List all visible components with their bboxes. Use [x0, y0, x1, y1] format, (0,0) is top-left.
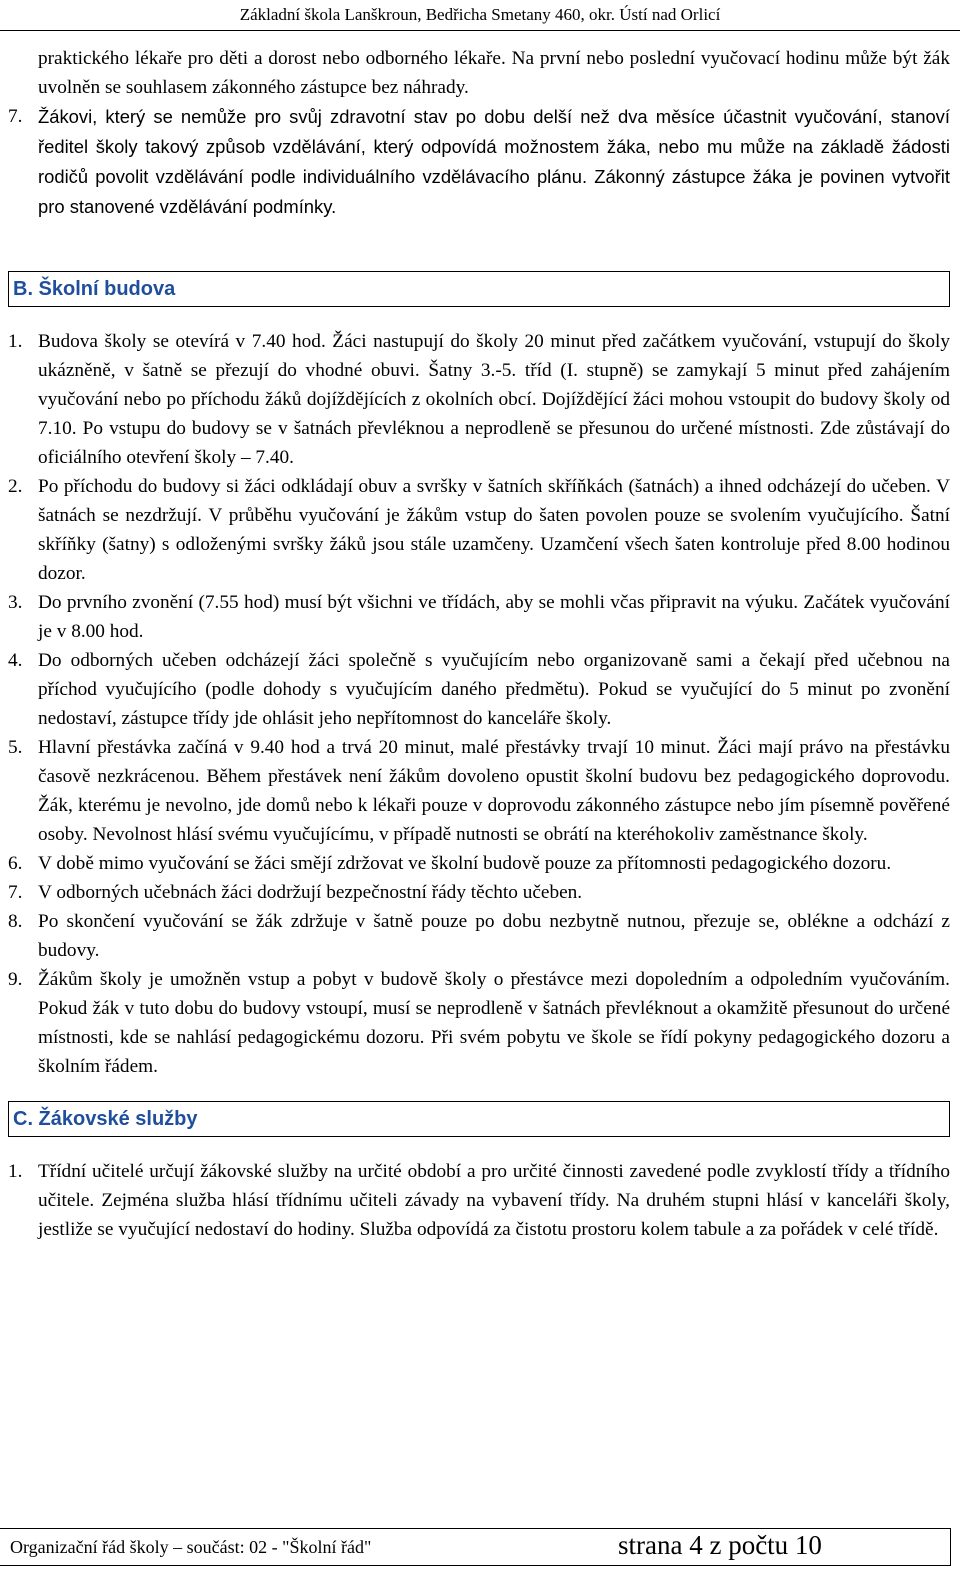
list-item: [8, 878, 950, 907]
item-text: Do prvního zvonění (7.55 hod) musí být všichni ve třídách, aby se mohli včas připravit na výuku. Začátek vyučování je v 8.00 hod.: [38, 592, 950, 642]
list-item: [8, 965, 950, 1081]
item-text: V odborných učebnách žáci dodržují bezpečnostní řády těchto učeben.: [38, 882, 583, 903]
item-number: 6.: [8, 853, 23, 874]
intro-continuation: praktického lékaře pro děti a dorost nebo odborného lékaře. Na první nebo poslední vyučovací hodinu může být žák uvolněn se souhlasem zákonného zástupce bez náhrady.: [38, 48, 950, 98]
section-b-title: B. Školní budova: [13, 278, 176, 300]
item-text: Hlavní přestávka začíná v 9.40 hod a trvá 20 minut, malé přestávky trvají 10 minut. Žáci mají právo na přestávku časově nezkrácenou. Během přestávek není žákům dovoleno opustit školní budovu bez pedagogického doprovodu. Žák, kterému je nevolno, jde domů nebo k lékaři pouze v doprovodu zákonného zástupce nebo jím písemně pověřené osoby. Nevolnost hlásí svému vyučujícímu, v případě nutnosti se obrátí na kteréhokoliv zaměstnance školy.: [38, 737, 950, 845]
item-text: Žákům školy je umožněn vstup a pobyt v budově školy o přestávce mezi dopoledním a odpoledním vyučováním. Pokud žák v tuto dobu do budovy vstoupí, musí se neprodleně v šatnách převléknout a okamžitě přesunout do určené místnosti, kde se nahlásí pedagogickému dozoru. Při svém pobytu ve škole se řídí pokyny pedagogického dozoru a školním řádem.: [38, 969, 950, 1077]
item-number: 3.: [8, 592, 23, 613]
list-item: [8, 472, 950, 588]
item-text: Třídní učitelé určují žákovské služby na určité období a pro určité činnosti zavedené podle zvyklostí třídy a třídního učitele. Zejména služba hlásí třídnímu učiteli závady na vybavení třídy. Na druhém stupni hlásí v kanceláři školy, jestliže se vyučující nedostaví do hodiny. Služba odpovídá za čistotu prostoru kolem tabule a za pořádek v celé třídě.: [38, 1161, 950, 1240]
list-item: [8, 849, 950, 878]
item-number: 1.: [8, 1161, 23, 1182]
list-item: [8, 907, 950, 965]
item-text: Žákovi, který se nemůže pro svůj zdravotní stav po dobu delší než dva měsíce účastnit vyučování, stanoví ředitel školy takový způsob vzdělávání, který odpovídá možnostem žáka, nebo mu může na základě žádosti rodičů povolit vzdělávání podle individuálního vzdělávacího plánu. Zákonný zástupce žáka je povinen vytvořit pro stanovené vzdělávání podmínky.: [38, 106, 950, 217]
item-text: V době mimo vyučování se žáci smějí zdržovat ve školní budově pouze za přítomnosti pedagogického dozoru.: [38, 853, 892, 874]
document-body: [8, 44, 950, 1244]
section-c-heading: [8, 1101, 950, 1137]
section-c-title: C. Žákovské služby: [13, 1108, 198, 1130]
item-text: Po příchodu do budovy si žáci odkládají obuv a svršky v šatních skříňkách (šatnách) a ihned odcházejí do učeben. V šatnách se nezdržují. V průběhu vyučování je žákům vstup do šaten povolen pouze se svolením vyučujícího. Šatní skříňky (šatny) s odloženými svršky žáků jsou stále uzamčeny. Uzamčení všech šaten kontroluje před 8.00 hodinou dozor.: [38, 476, 950, 584]
item-text: Do odborných učeben odcházejí žáci společně s vyučujícím nebo organizovaně sami a čekají před učebnou na příchod vyučujícího (podle dohody s vyučujícím daného předmětu). Pokud se vyučující do 5 minut po zvonění nedostaví, zástupce třídy jde ohlásit jeho nepřítomnost do kanceláře školy.: [38, 650, 950, 729]
item-number: 8.: [8, 911, 23, 932]
list-item: [8, 733, 950, 849]
page-footer: [0, 1528, 951, 1566]
list-item: [8, 102, 950, 222]
item-text: Budova školy se otevírá v 7.40 hod. Žáci nastupují do školy 20 minut před začátkem vyučování, vstupují do školy ukázněně, v šatně se přezují do vhodné obuvi. Šatny 3.-5. tříd (I. stupně) se zamykají 5 minut před zahájením vyučování nebo po příchodu žáků dojíždějících z okolních obcí. Dojíždějící žáci mohou vstoupit do budovy školy od 7.10. Po vstupu do budovy se v šatnách převléknou a neprodleně se přesunou do určené místnosti. Zde zůstávají do oficiálního otevření školy – 7.40.: [38, 331, 950, 468]
item-number: 1.: [8, 331, 23, 352]
school-name: Základní škola Lanškroun, Bedřicha Smetany 460, okr. Ústí nad Orlicí: [239, 5, 721, 24]
item-number: 7.: [8, 882, 23, 903]
section-b-heading: [8, 271, 950, 307]
item-number: 4.: [8, 650, 23, 671]
item-number: 7.: [8, 106, 23, 127]
item-number: 9.: [8, 969, 23, 990]
list-item: [8, 646, 950, 733]
item-number: 5.: [8, 737, 23, 758]
footer-document-title: Organizační řád školy – součást: 02 - "Školní řád": [10, 1537, 372, 1557]
list-item: [8, 1157, 950, 1244]
page-number: strana 4 z počtu 10: [618, 1530, 822, 1560]
item-number: 2.: [8, 476, 23, 497]
item-text: Po skončení vyučování se žák zdržuje v šatně pouze po dobu nezbytně nutnou, přezuje se, oblékne a odchází z budovy.: [38, 911, 950, 961]
page-header: [0, 0, 960, 31]
list-item: [8, 588, 950, 646]
list-item: [8, 327, 950, 472]
section-b-list: [8, 327, 950, 1081]
section-c-list: [8, 1157, 950, 1244]
